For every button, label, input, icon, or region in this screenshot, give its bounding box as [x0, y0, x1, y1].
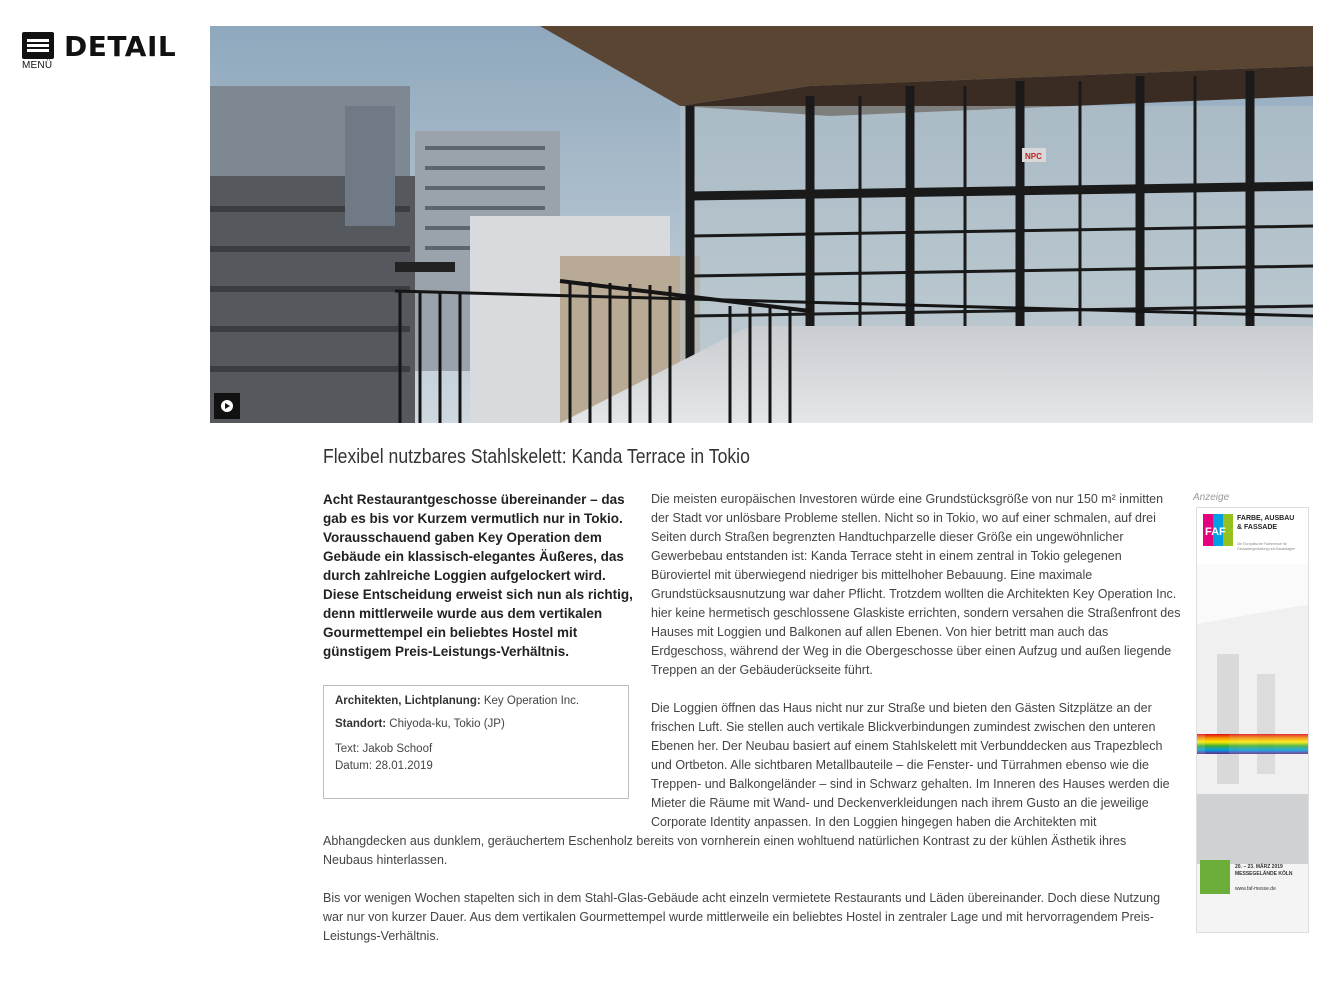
koeln-messe-icon — [1200, 860, 1230, 894]
text-credit: Text: Jakob Schoof — [335, 743, 433, 755]
location-row — [335, 718, 617, 730]
menu-label: MENÜ — [22, 60, 53, 71]
article-title: Flexibel nutzbares Stahlskelett: Kanda Terrace in Tokio — [323, 446, 750, 468]
body-paragraph-1: Die meisten europäischen Investoren würde eine Grundstücksgröße von nur 150 m² inmitten der Stadt vor unlösbare Probleme stellen. Nicht so in Tokio, wo auf einer schmalen, auf drei Seiten durch Straßen begrenzten Handtuchparzelle dieser Größe ein ungewöhnlicher Gewerbebau entstanden ist: Kanda Terrace steht in einem zentral in Tokio gelegenen Büroviertel mit überwiegend niedriger bis mittelhoher Bebauung. Eine maximale Grundstücksausnutzung war daher Pflicht. Trotzdem wollten die Architekten Key Operation Inc. hier keine hermetisch geschlossene Glaskiste errichten, sondern versahen die Straßenfront des Hauses mit Loggien und Balkonen auf allen Ebenen. Von hier betritt man auch das Erdgeschoss, während der Weg in die Obergeschosse über einen Aufzug und außen liegende Treppen an der Gebäuderückseite führt. — [651, 492, 1181, 677]
ad-url: www.faf-messe.de — [1235, 886, 1276, 892]
ad-label: Anzeige — [1193, 492, 1230, 503]
body-paragraph-2: Die Loggien öffnen das Haus nicht nur zur Straße und bieten den Gästen Sitzplätze an der frischen Luft. Sie stellen auch vertikale Blickverbindungen zumindest zwischen den unteren Ebenen her. Der Neubau basiert auf einem Stahlskelett mit Verbunddecken aus Trapezblech und Ortbeton. Alle sichtbaren Metallbauteile – die Fenster- und Türrahmen ebenso wie die Treppen- und Balkongeländer – sind in Schwarz gehalten. Im Inneren des Hauses werden die Mieter die Räume mit Wand- und Deckenverkleidungen nach ihrem Gusto an die jeweilige Corporate Identity anpassen. In den Loggien hingegen haben die Architekten mit — [651, 701, 1170, 829]
ad-illustration — [1197, 564, 1309, 864]
camera-icon — [219, 398, 235, 414]
ad-date: 20. – 23. MÄRZ 2019 MESSEGELÄNDE KÖLN — [1235, 864, 1293, 877]
menu-button[interactable] — [22, 32, 54, 71]
article-date: Datum: 28.01.2019 — [335, 760, 433, 772]
svg-text:FAF: FAF — [1205, 526, 1226, 538]
architect-row — [335, 695, 617, 707]
faf-logo-icon — [1203, 514, 1233, 546]
architect-label: Architekten, Lichtplanung: — [335, 695, 481, 707]
body-paragraph-3: Bis vor wenigen Wochen stapelten sich in dem Stahl-Glas-Gebäude acht einzeln vermietete Restaurants und Läden übereinander. Doch diese Nutzung war nur von kurzer Dauer. Aus dem vertikalen Gourmettempel wurde mittlerweile ein beliebtes Hostel in zentraler Lage und mit hervorragendem Preis-Leistungs-Verhältnis. — [323, 891, 1161, 943]
article-lead: Acht Restaurantgeschosse übereinander – das gab es bis vor Kurzem vermutlich nur in Tokio. Vorausschauend gaben Key Operation dem Gebäude ein klassisch-elegantes Äußeres, das durch zahlreiche Loggien aufgelockert wird. Diese Entscheidung erweist sich nun als richtig, denn mittlerweile wurde aus dem vertikalen Gourmettempel ein beliebtes Hostel mit günstigem Preis-Leistungs-Verhältnis. — [323, 492, 633, 659]
gallery-button[interactable] — [214, 393, 240, 419]
ad-title: FARBE, AUSBAU & FASSADE — [1237, 515, 1295, 531]
location-label: Standort: — [335, 718, 387, 730]
detail-logo[interactable]: DETAIL — [64, 30, 177, 63]
body-paragraph-2-continued: Abhangdecken aus dunklem, geräuchertem Eschenholz bereits von vornherein einen wohltuend natürlichen Kontrast zu der kühlen Ästhetik ihres Neubaus hinterlassen. — [323, 834, 1127, 867]
location-value: Chiyoda-ku, Tokio (JP) — [386, 718, 505, 730]
ad-subtitle: Die Europäische Fachmesse für Fassadengestaltung und Bauanlagen — [1237, 542, 1295, 551]
architect-value: Key Operation Inc. — [480, 695, 580, 707]
project-info-box — [323, 685, 629, 799]
hero-image — [210, 26, 1313, 423]
faf-ad-banner[interactable] — [1196, 507, 1309, 933]
npc-sign: NPC — [1025, 152, 1042, 161]
hamburger-icon — [22, 32, 54, 59]
